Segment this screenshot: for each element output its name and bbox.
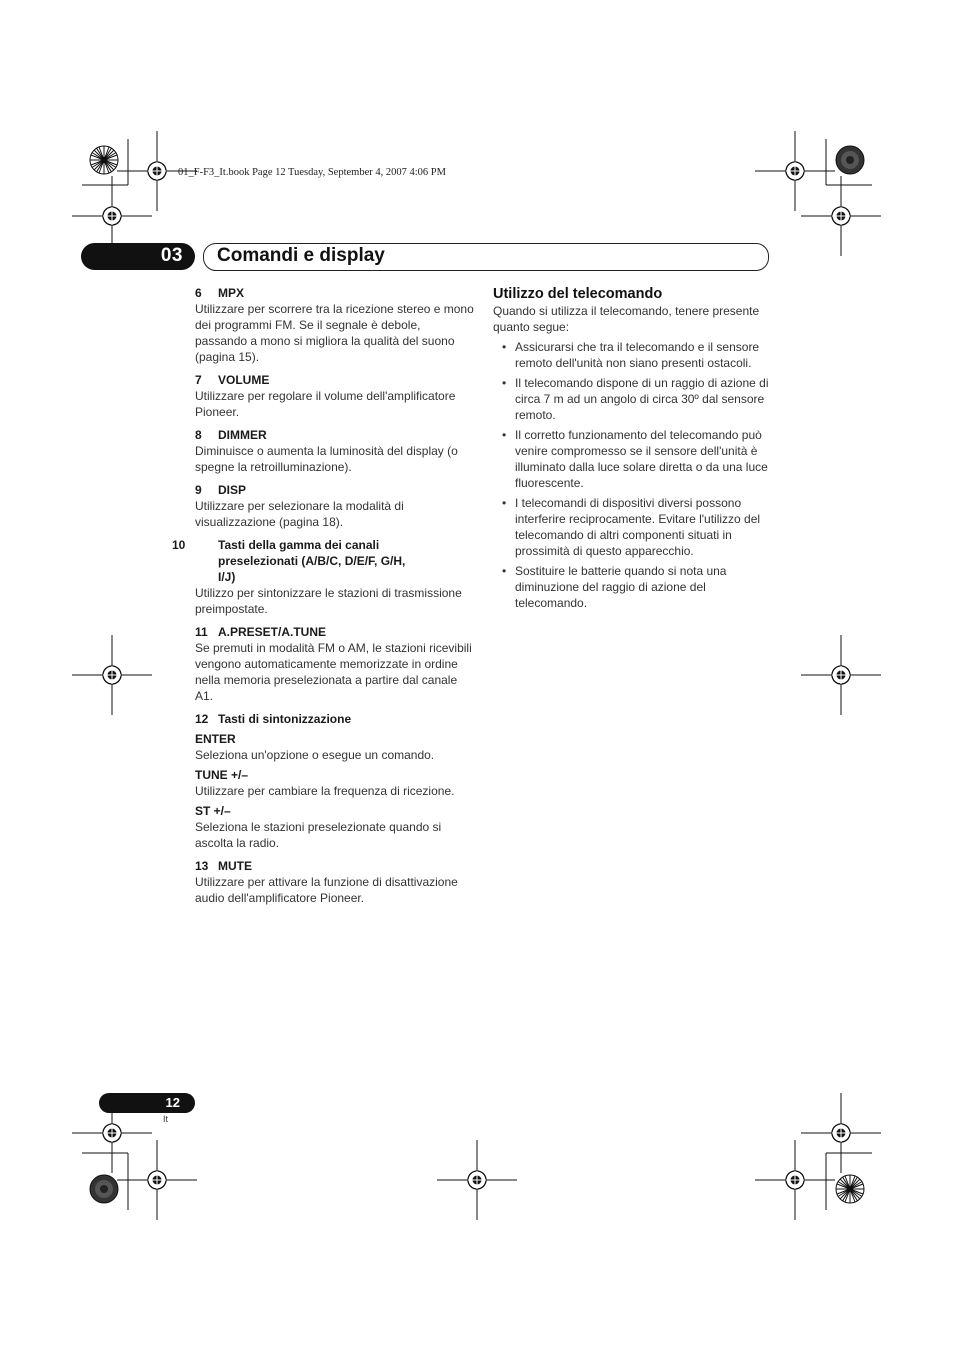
item-number: 7 — [195, 373, 202, 387]
language-code: It — [163, 1114, 169, 1124]
item-title: VOLUME — [218, 373, 270, 387]
item-title: DIMMER — [218, 428, 267, 442]
item-description: Utilizzare per selezionare la modalità di visualizzazione (pagina 18). — [195, 499, 404, 529]
chapter-number: 03 — [160, 245, 183, 266]
item-description: Utilizzare per scorrere tra la ricezione stereo e mono dei programmi FM. Se il segnale è debole, passando a mono si migliora la qualità del suono (pagina 15). — [195, 302, 474, 364]
subitem-enter-description: Seleziona un'opzione o esegue un comando. — [195, 748, 435, 762]
subitem-st-description: Seleziona le stazioni preselezionate quando si ascolta la radio. — [195, 820, 442, 850]
section-intro: Quando si utilizza il telecomando, tenere presente quanto segue: — [493, 304, 760, 334]
item-description: Utilizzare per attivare la funzione di disattivazione audio dell'amplificatore Pioneer. — [195, 875, 458, 905]
item-preset-range-keys — [172, 537, 475, 617]
print-job-info: 01_F-F3_It.book Page 12 Tuesday, September 4, 2007 4:06 PM — [178, 167, 446, 178]
item-title: Tasti della gamma dei canali preselezionati (A/B/C, D/E/F, G/H, I/J) — [218, 538, 406, 584]
subitem-st-heading: ST +/– — [195, 804, 231, 818]
item-dimmer — [195, 427, 475, 475]
right-column — [493, 285, 773, 615]
section-title: Utilizzo del telecomando — [493, 286, 663, 302]
item-volume — [195, 372, 475, 420]
bullet-list — [493, 339, 773, 611]
page-number: 12 — [165, 1095, 180, 1110]
list-item: • Il telecomando dispone di un raggio di azione di circa 7 m ad un angolo di circa 30º dal sensore remoto. — [493, 375, 773, 423]
item-heading — [195, 624, 475, 640]
item-description: Utilizzare per regolare il volume dell'amplificatore Pioneer. — [195, 389, 456, 419]
chapter-title: Comandi e display — [217, 245, 385, 266]
item-number: 8 — [195, 428, 202, 442]
item-title: Tasti di sintonizzazione — [218, 712, 352, 726]
item-mute — [195, 858, 475, 906]
item-title: MPX — [218, 286, 245, 300]
list-item: • Sostituire le batterie quando si nota una diminuzione del raggio di azione del telecomando. — [493, 563, 773, 611]
subitem-tune-description: Utilizzare per cambiare la frequenza di ricezione. — [195, 784, 455, 798]
item-heading — [195, 427, 475, 443]
item-title: MUTE — [218, 859, 252, 873]
item-title: A.PRESET/A.TUNE — [218, 625, 327, 639]
item-heading — [195, 372, 475, 388]
item-description: Diminuisce o aumenta la luminosità del display (o spegne la retroilluminazione). — [195, 444, 458, 474]
item-number: 9 — [195, 483, 202, 497]
list-item: • Il corretto funzionamento del telecomando può venire compromesso se il sensore dell'unità è illuminato dalla luce solare diretta o da una luce fluorescente. — [493, 427, 773, 491]
item-number: 10 — [172, 538, 186, 552]
left-column — [172, 285, 475, 913]
item-description: Utilizzo per sintonizzare le stazioni di trasmissione preimpostate. — [195, 586, 462, 616]
page-number-tab — [99, 1093, 195, 1113]
item-disp — [195, 482, 475, 530]
item-title: DISP — [218, 483, 247, 497]
item-number: 6 — [195, 286, 202, 300]
list-item: • Assicurarsi che tra il telecomando e il sensore remoto dell'unità non siano presenti ostacoli. — [493, 339, 773, 371]
item-number: 11 — [195, 625, 208, 639]
item-number: 12 — [195, 712, 209, 726]
item-apreset-atune — [195, 624, 475, 704]
subitem-tune-heading: TUNE +/– — [195, 768, 249, 782]
list-item: • I telecomandi di dispositivi diversi possono interferire reciprocamente. Evitare l'utilizzo del telecomando di altri componenti situati in prossimità di questo apparecchio. — [493, 495, 773, 559]
item-heading — [195, 858, 475, 874]
item-mpx — [195, 285, 475, 365]
item-heading — [195, 482, 475, 498]
chapter-title-box — [203, 243, 769, 271]
item-heading — [172, 537, 475, 585]
item-number: 13 — [195, 859, 209, 873]
item-tuning-keys — [195, 711, 475, 851]
item-heading — [195, 285, 475, 301]
subitem-enter-heading: ENTER — [195, 732, 236, 746]
item-description: Se premuti in modalità FM o AM, le stazioni ricevibili vengono automaticamente memorizzate in ordine nella memoria preselezionata a partire dal canale A1. — [195, 641, 472, 703]
item-heading — [195, 711, 475, 727]
chapter-number-tab — [81, 243, 195, 270]
